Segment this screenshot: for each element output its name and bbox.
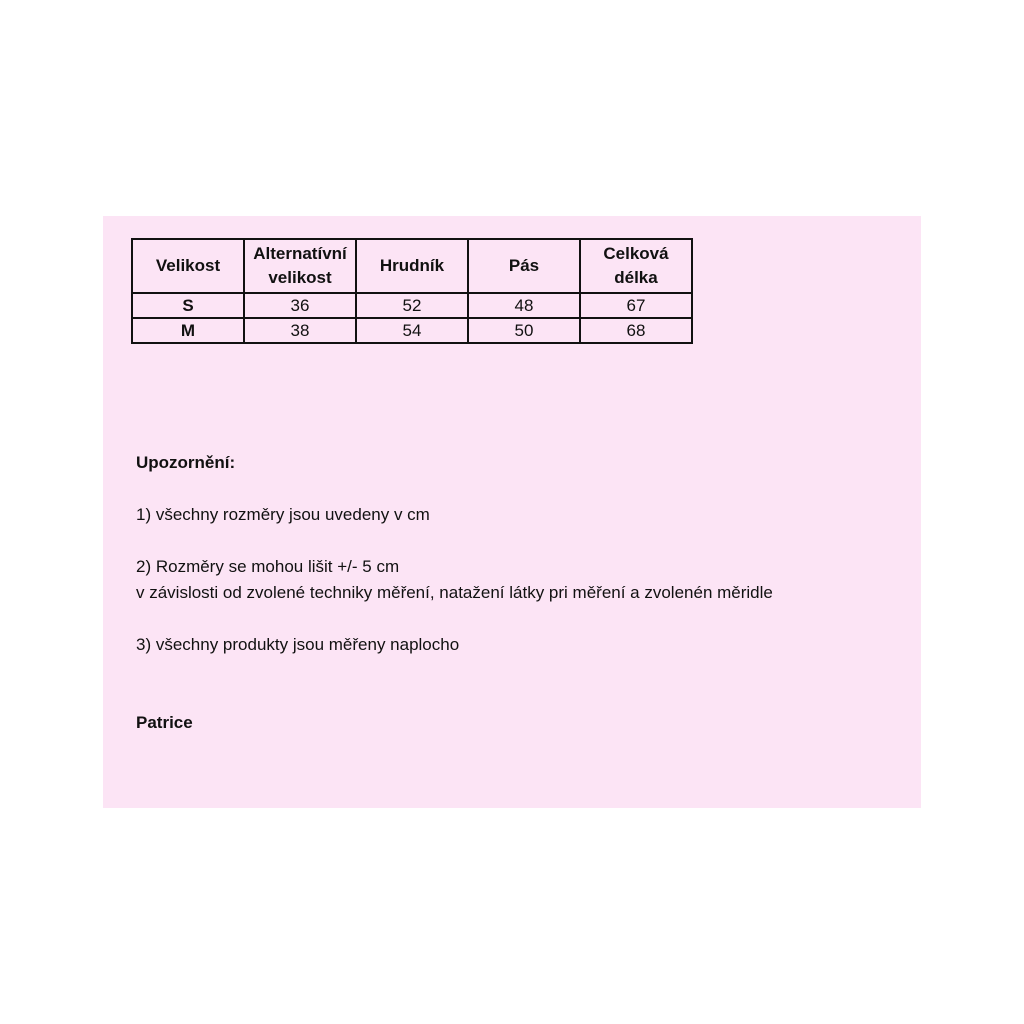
note-item-3: 3) všechny produkty jsou měřeny naplocho — [136, 635, 460, 654]
table-cell: S — [132, 293, 244, 318]
table-cell: 54 — [356, 318, 468, 343]
header-total-length: Celková délka — [580, 239, 692, 293]
table-cell: 50 — [468, 318, 580, 343]
table-cell: 48 — [468, 293, 580, 318]
table-cell: 38 — [244, 318, 356, 343]
size-chart-card — [103, 216, 921, 808]
header-chest: Hrudník — [356, 239, 468, 293]
table-cell: 52 — [356, 293, 468, 318]
table-cell: 67 — [580, 293, 692, 318]
header-size: Velikost — [132, 239, 244, 293]
table-cell: 36 — [244, 293, 356, 318]
table-row — [132, 318, 692, 343]
note-item-1: 1) všechny rozměry jsou uvedeny v cm — [136, 505, 430, 524]
notes-title: Upozornění: — [136, 453, 236, 472]
table-header-row — [132, 239, 692, 293]
table-row — [132, 293, 692, 318]
note-item-2-line-2: v závislosti od zvolené techniky měření, natažení látky pri měření a zvolenén měridle — [136, 583, 773, 602]
signature: Patrice — [136, 713, 193, 732]
header-alternative-size: Alternatívní velikost — [244, 239, 356, 293]
notes-section — [136, 450, 906, 736]
table-cell: M — [132, 318, 244, 343]
header-waist: Pás — [468, 239, 580, 293]
size-table — [131, 238, 693, 344]
note-item-2-line-1: 2) Rozměry se mohou lišit +/- 5 cm — [136, 557, 400, 576]
table-cell: 68 — [580, 318, 692, 343]
